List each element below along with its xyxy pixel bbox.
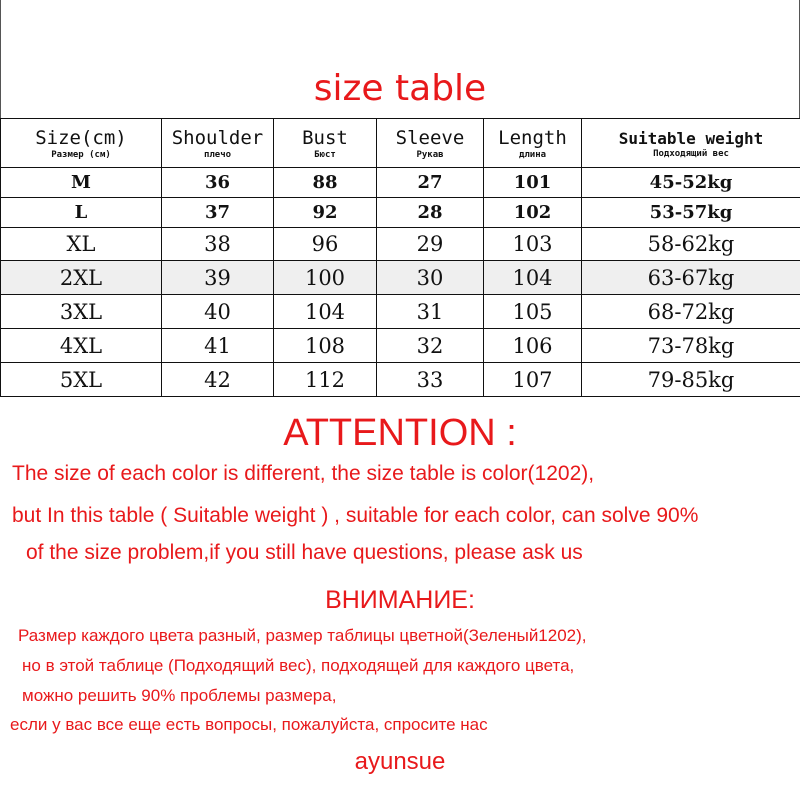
cell-sleeve: 30 — [377, 261, 484, 295]
cell-sleeve: 28 — [377, 197, 484, 227]
cell-length: 101 — [484, 168, 582, 198]
header-size-ru: Размер (см) — [51, 150, 111, 160]
attention-line-2: but In this table ( Suitable weight ) , suitable for each color, can solve 90% — [12, 504, 699, 527]
cell-sleeve: 33 — [377, 363, 484, 397]
attention-ru-line-4: если у вас все еще есть вопросы, пожалуйста, спросите нас — [10, 715, 488, 734]
cell-size: 4XL — [1, 329, 162, 363]
cell-sleeve: 32 — [377, 329, 484, 363]
cell-size: 3XL — [1, 295, 162, 329]
header-shoulder — [162, 119, 274, 168]
attention-ru-title: ВНИМАНИЕ: — [325, 586, 475, 614]
attention-line-3: of the size problem,if you still have questions, please ask us — [26, 541, 583, 564]
attention-ru-line-1: Размер каждого цвета разный, размер таблицы цветной(Зеленый1202), — [18, 626, 587, 645]
cell-size: L — [1, 197, 162, 227]
table-row — [1, 197, 800, 227]
brand-name: ayunsue — [354, 748, 446, 775]
page-title: size table — [313, 68, 487, 109]
cell-shoulder: 39 — [162, 261, 274, 295]
cell-length: 103 — [484, 227, 582, 261]
cell-length: 102 — [484, 197, 582, 227]
header-bust-ru: Бюст — [314, 150, 336, 160]
cell-length: 106 — [484, 329, 582, 363]
cell-shoulder: 36 — [162, 168, 274, 198]
attention-title: ATTENTION : — [283, 412, 517, 454]
size-table — [0, 118, 800, 397]
cell-shoulder: 40 — [162, 295, 274, 329]
header-weight — [582, 119, 800, 168]
cell-weight: 68-72kg — [582, 295, 800, 329]
cell-length: 105 — [484, 295, 582, 329]
table-row — [1, 168, 800, 198]
table-row — [1, 227, 800, 261]
header-length-ru: длина — [518, 150, 547, 160]
header-bust-en: Bust — [302, 127, 348, 149]
cell-weight: 45-52kg — [582, 168, 800, 198]
header-length — [484, 119, 582, 168]
cell-size: M — [1, 168, 162, 198]
header-shoulder-ru: плечо — [203, 150, 232, 160]
header-shoulder-en: Shoulder — [171, 127, 264, 149]
cell-bust: 100 — [274, 261, 377, 295]
cell-weight: 58-62kg — [582, 227, 800, 261]
cell-shoulder: 38 — [162, 227, 274, 261]
cell-bust: 88 — [274, 168, 377, 198]
cell-size: 2XL — [1, 261, 162, 295]
header-bust — [274, 119, 377, 168]
cell-shoulder: 41 — [162, 329, 274, 363]
cell-length: 107 — [484, 363, 582, 397]
cell-bust: 112 — [274, 363, 377, 397]
table-row — [1, 261, 800, 295]
table-row — [1, 329, 800, 363]
cell-sleeve: 29 — [377, 227, 484, 261]
header-size-en: Size(cm) — [35, 127, 127, 149]
cell-size: XL — [1, 227, 162, 261]
cell-size: 5XL — [1, 363, 162, 397]
cell-bust: 108 — [274, 329, 377, 363]
cell-bust: 92 — [274, 197, 377, 227]
cell-shoulder: 37 — [162, 197, 274, 227]
attention-ru-line-2: но в этой таблице (Подходящий вес), подходящей для каждого цвета, — [22, 656, 575, 675]
cell-bust: 96 — [274, 227, 377, 261]
cell-length: 104 — [484, 261, 582, 295]
header-weight-en: Suitable weight — [618, 128, 764, 148]
cell-weight: 53-57kg — [582, 197, 800, 227]
cell-weight: 63-67kg — [582, 261, 800, 295]
attention-line-1: The size of each color is different, the size table is color(1202), — [12, 462, 595, 485]
table-row — [1, 295, 800, 329]
attention-ru-line-3: можно решить 90% проблемы размера, — [22, 686, 337, 705]
cell-weight: 73-78kg — [582, 329, 800, 363]
header-sleeve — [377, 119, 484, 168]
cell-sleeve: 27 — [377, 168, 484, 198]
header-sleeve-en: Sleeve — [395, 127, 465, 149]
table-row — [1, 363, 800, 397]
header-sleeve-ru: Рукав — [416, 150, 444, 160]
header-size — [1, 119, 162, 168]
header-length-en: Length — [498, 127, 567, 149]
table-header-row — [1, 119, 800, 168]
cell-shoulder: 42 — [162, 363, 274, 397]
cell-bust: 104 — [274, 295, 377, 329]
cell-weight: 79-85kg — [582, 363, 800, 397]
cell-sleeve: 31 — [377, 295, 484, 329]
header-weight-ru: Подходящий вес — [653, 148, 729, 159]
